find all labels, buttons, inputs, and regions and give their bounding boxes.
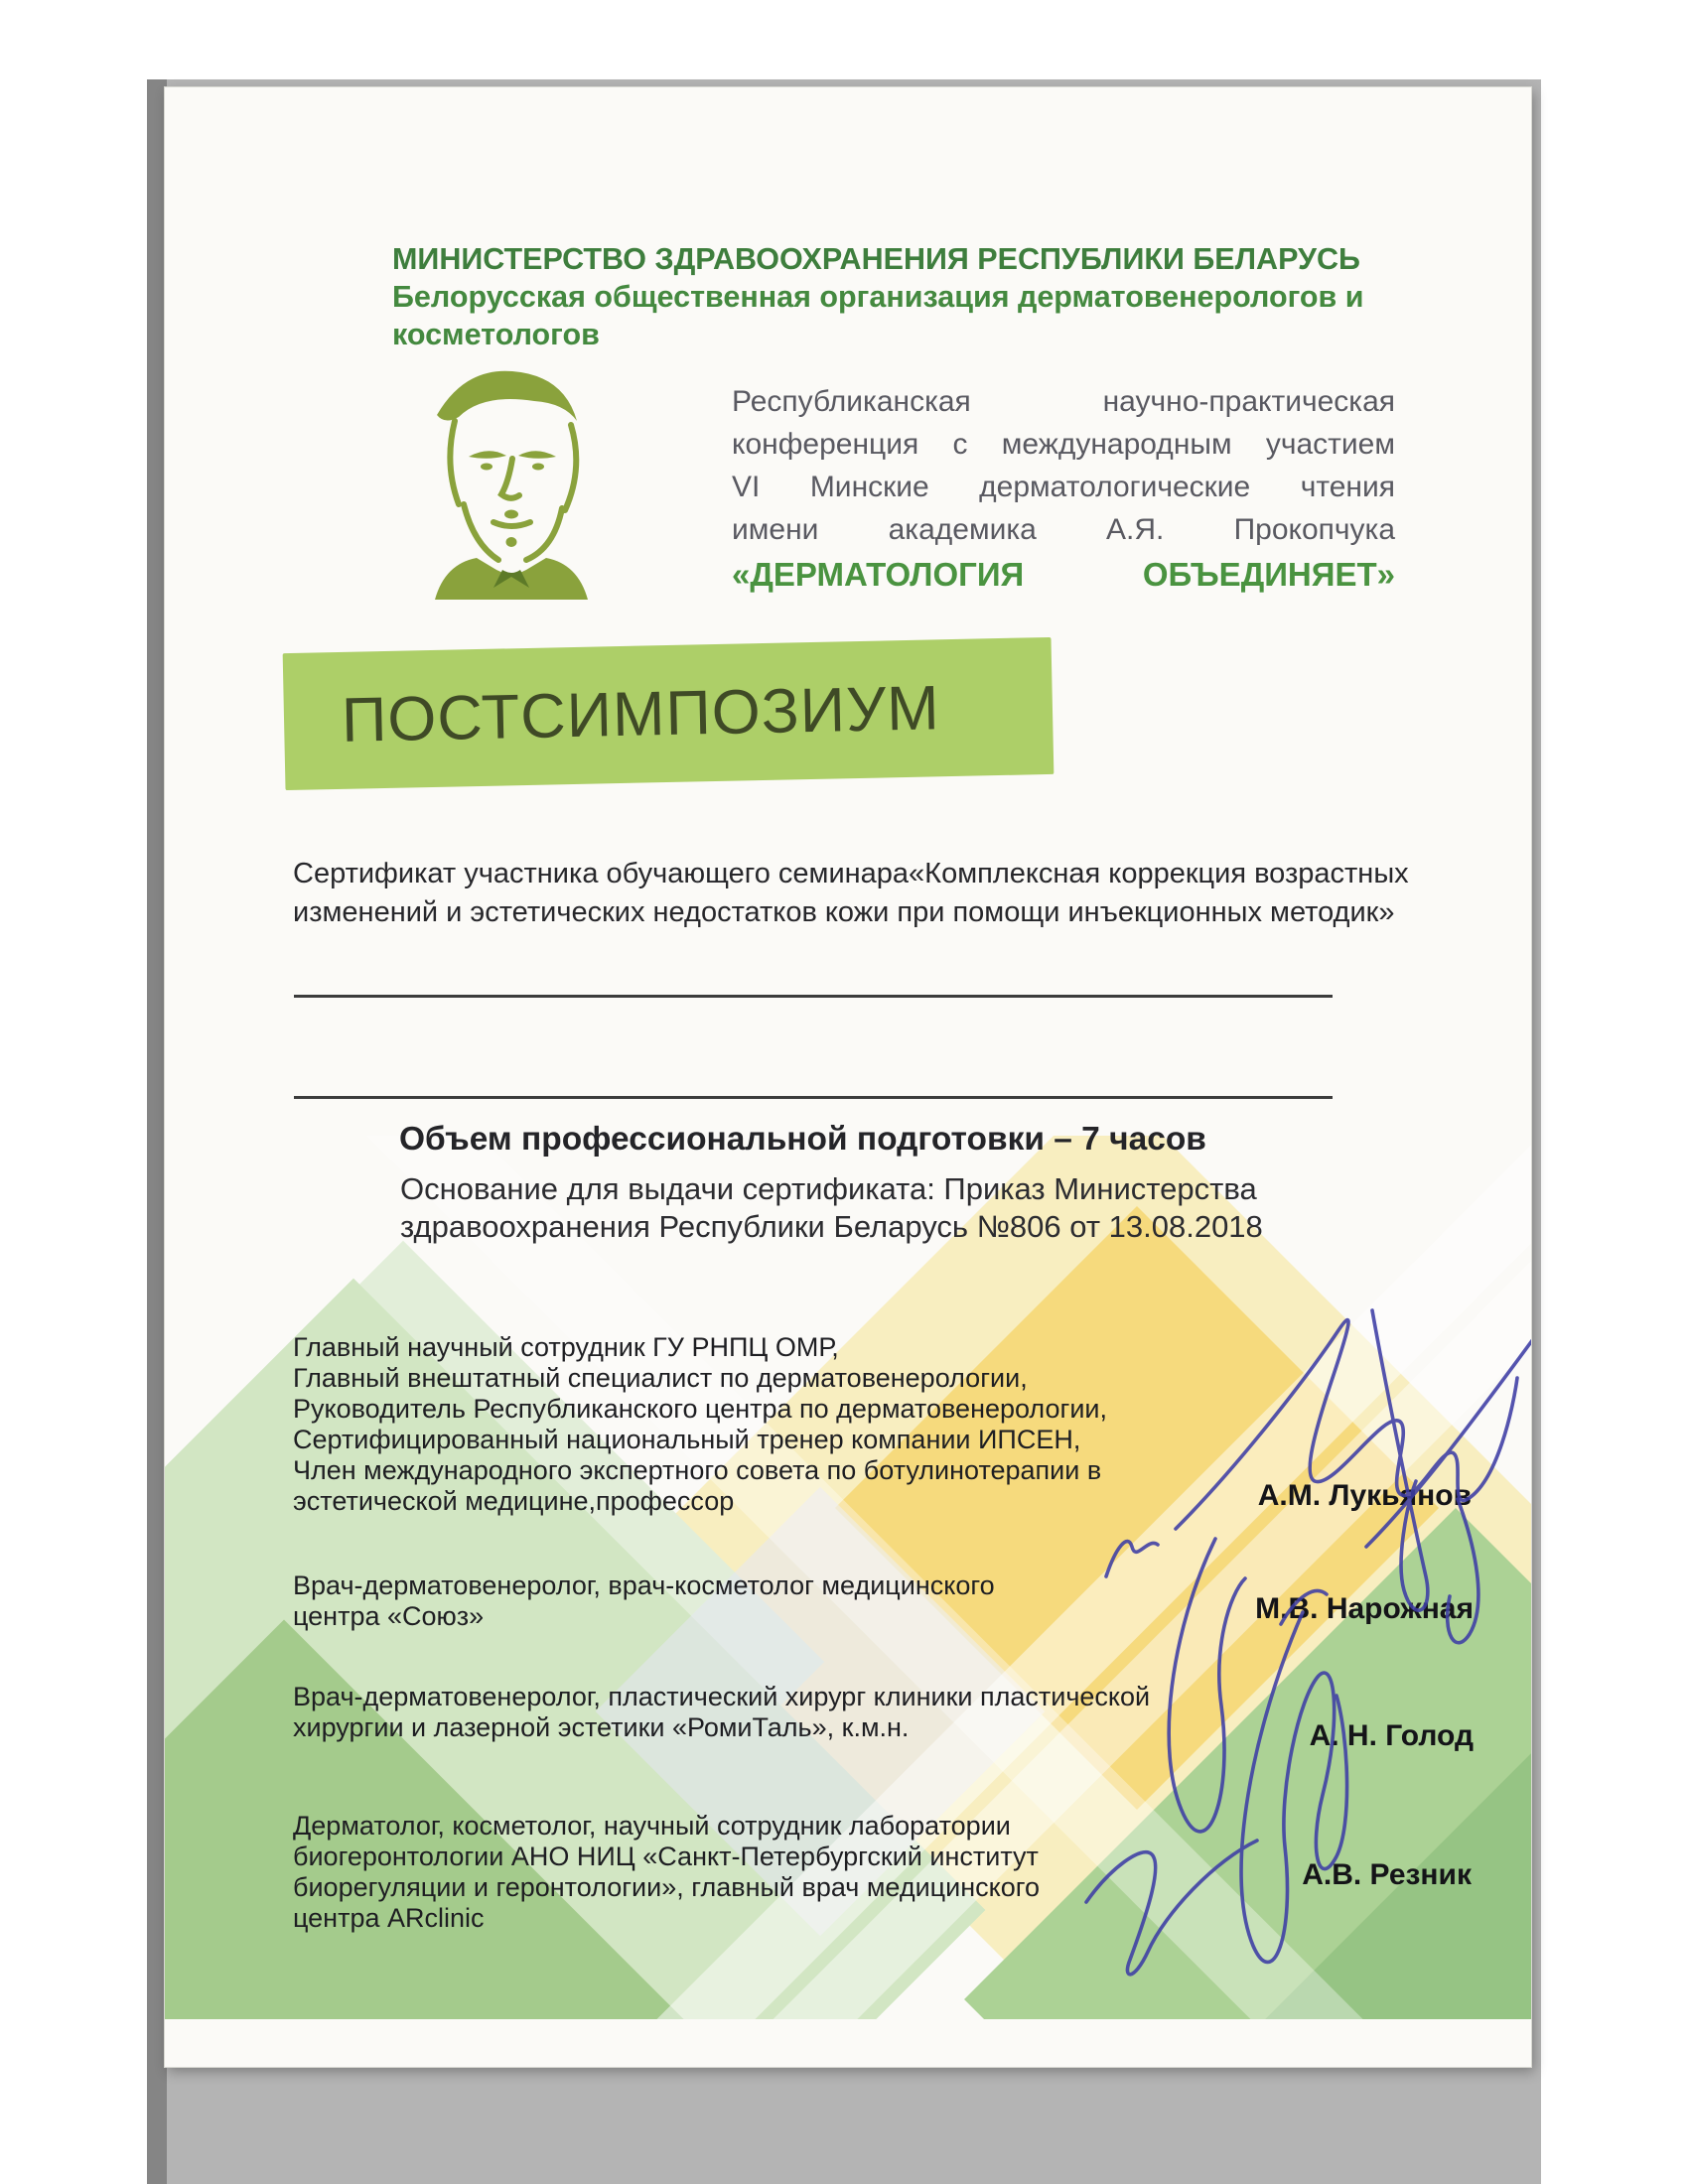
signatory-4-title-line: центра ARclinic <box>293 1903 485 1933</box>
signatory-1-title-line: Сертифицированный национальный тренер компании ИПСЕН, <box>293 1425 1081 1454</box>
participant-name-line-1 <box>294 995 1333 998</box>
certificate-line-2: изменений и эстетических недостатков кожи при помощи инъекционных методик» <box>293 896 1395 928</box>
signatory-2-name: М.В. Нарожная <box>1255 1592 1474 1625</box>
ministry-title: МИНИСТЕРСТВО ЗДРАВООХРАНЕНИЯ РЕСПУБЛИКИ БЕЛАРУСЬ <box>392 242 1360 276</box>
training-volume: Объем профессиональной подготовки – 7 часов <box>399 1121 1206 1158</box>
conference-line-2: конференция с международным участием <box>732 428 1395 461</box>
conference-line-4: имени академика А.Я. Прокопчука <box>732 513 1395 546</box>
signatory-2-title-line: Врач-дерматовенеролог, врач-косметолог медицинского <box>293 1570 995 1600</box>
postsymposium-banner <box>283 637 1055 790</box>
conference-motto: «ДЕРМАТОЛОГИЯ ОБЪЕДИНЯЕТ» <box>732 556 1395 593</box>
conference-line-3: VI Минские дерматологические чтения <box>732 471 1395 503</box>
signatory-4-title-line: Дерматолог, косметолог, научный сотрудник лаборатории <box>293 1811 1011 1841</box>
organization-line-1: Белорусская общественная организация дерматовенерологов и <box>392 280 1364 314</box>
signatory-4-name: А.В. Резник <box>1302 1858 1472 1891</box>
signatory-3-name: А. Н. Голод <box>1309 1719 1474 1752</box>
signatory-1-title-line: Руководитель Республиканского центра по дерматовенерологии, <box>293 1394 1108 1424</box>
banner-label: ПОСТСИМПОЗИУМ <box>341 673 941 755</box>
signatory-1-title-line: Главный научный сотрудник ГУ РНПЦ ОМР, <box>293 1332 839 1362</box>
signatory-4-title-line: биогеронтологии АНО НИЦ «Санкт-Петербургский институт <box>293 1842 1039 1871</box>
signatory-1-title-line: Член международного экспертного совета по ботулинотерапии в <box>293 1455 1102 1485</box>
signatory-1-name: А.М. Лукьянов <box>1257 1479 1472 1512</box>
scanned-photo-area <box>147 79 1541 2184</box>
certificate-paper <box>165 87 1531 2067</box>
basis-line-1: Основание для выдачи сертификата: Приказ Министерства <box>400 1171 1257 1206</box>
signatory-1-title-line: Главный внештатный специалист по дерматовенерологии, <box>293 1363 1028 1393</box>
signatory-1-title-line: эстетической медицине,профессор <box>293 1486 735 1516</box>
signatory-2-title-line: центра «Союз» <box>293 1601 485 1631</box>
signatory-3-title-line: хирургии и лазерной эстетики «РомиТаль», к.м.н. <box>293 1712 910 1742</box>
signatory-3-title-line: Врач-дерматовенеролог, пластический хирург клиники пластической <box>293 1682 1151 1711</box>
signatory-4-title-line: биорегуляции и геронтологии», главный врач медицинского <box>293 1872 1041 1902</box>
participant-name-line-2 <box>294 1096 1333 1099</box>
organization-line-2: косметологов <box>392 318 600 351</box>
certificate-line-1: Сертификат участника обучающего семинара«Комплексная коррекция возрастных <box>293 858 1409 889</box>
basis-line-2: здравоохранения Республики Беларусь №806 от 13.08.2018 <box>400 1209 1263 1244</box>
conference-line-1: Республиканская научно-практическая <box>732 385 1395 418</box>
prokopchuk-portrait-logo <box>415 363 604 602</box>
paper-left-edge-shadow <box>147 79 167 2184</box>
